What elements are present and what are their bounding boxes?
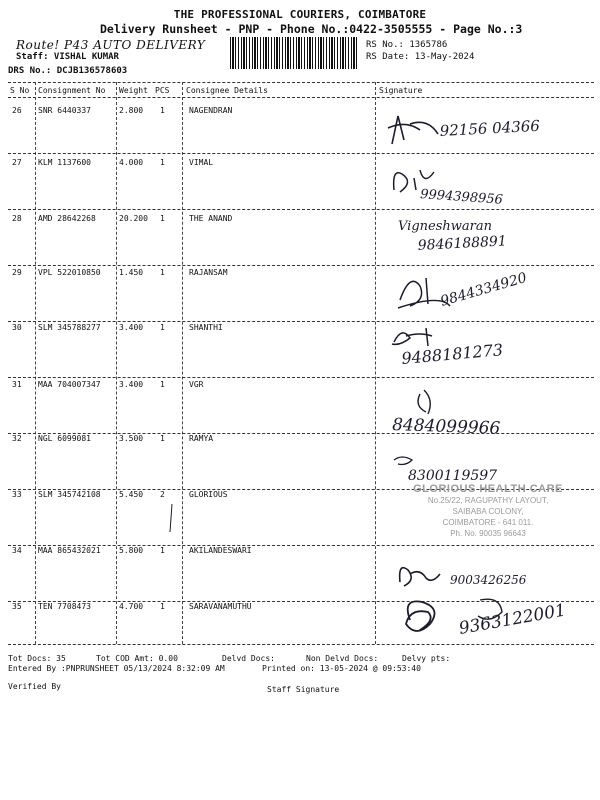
staff-signature-label: Staff Signature <box>267 685 340 694</box>
row-pcs: 1 <box>160 214 165 223</box>
row-weight: 4.700 <box>119 602 144 611</box>
row-consignee: VIMAL <box>189 158 214 167</box>
row-sno: 31 <box>12 380 22 389</box>
rs-date: RS Date: 13-May-2024 <box>366 52 475 62</box>
signature-number: 9846188891 <box>417 233 508 254</box>
row-sno: 32 <box>12 434 22 443</box>
row-sno: 27 <box>12 158 22 167</box>
row-rule <box>8 377 594 378</box>
col-header-sno: S No <box>10 86 30 95</box>
signature-number: 9994398956 <box>419 187 504 208</box>
signature-number: 92156 04366 <box>439 116 541 140</box>
col-header-consignment: Consignment No <box>38 86 106 95</box>
row-sno: 35 <box>12 602 22 611</box>
row-sno: 26 <box>12 106 22 115</box>
header-top-rule <box>8 82 594 83</box>
row-weight: 4.000 <box>119 158 144 167</box>
stamp-line: No.25/22, RAGUPATHY LAYOUT, <box>427 496 549 505</box>
verified-by-label: Verified By <box>8 682 61 691</box>
signature-number: 8484099966 <box>391 415 501 439</box>
staff-label: Staff: VISHAL KUMAR <box>16 52 119 62</box>
col-header-pcs: PCS <box>155 86 170 95</box>
company-title: THE PROFESSIONAL COURIERS, COIMBATORE <box>173 8 427 21</box>
signature-name: Vigneshwaran <box>398 219 492 234</box>
stamp-line: GLORIOUS HEALTH CARE <box>413 483 563 495</box>
non-delivered-docs: Non Delvd Docs: <box>306 654 379 663</box>
row-pcs: 1 <box>160 268 165 277</box>
signature-35 <box>380 590 592 646</box>
signature-number: 9363122001 <box>457 600 568 639</box>
signature-28 <box>380 210 590 264</box>
row-consignment: MAA 865432021 <box>38 546 101 555</box>
signature-26 <box>380 100 590 152</box>
row-pcs: 1 <box>160 380 165 389</box>
row-consignee: SHANTHI <box>189 323 223 332</box>
row-consignment: MAA 704007347 <box>38 380 101 389</box>
signature-33-mark <box>160 496 180 540</box>
rs-number: RS No.: 1365786 <box>366 40 448 50</box>
row-rule <box>8 153 594 154</box>
row-consignment: SLM 345788277 <box>38 323 101 332</box>
route-label: Route! P43 AUTO DELIVERY <box>16 38 206 52</box>
row-consignee: SARAVANAMUTHU <box>189 602 252 611</box>
row-pcs: 1 <box>160 158 165 167</box>
row-consignee: GLORIOUS <box>189 490 228 499</box>
row-weight: 3.400 <box>119 323 144 332</box>
row-weight: 2.800 <box>119 106 144 115</box>
col-header-signature: Signature <box>379 86 423 95</box>
row-consignee: AKILANDESWARI <box>189 546 252 555</box>
column-rule <box>116 82 117 644</box>
col-header-consignee: Consignee Details <box>186 86 268 95</box>
row-consignment: AMD 28642268 <box>38 214 96 223</box>
row-weight: 20.200 <box>119 214 148 223</box>
delivery-points: Delvy pts: <box>402 654 451 663</box>
row-pcs: 1 <box>160 323 165 332</box>
signature-number: 9488181273 <box>400 340 504 368</box>
entered-by: Entered By :PNPRUNSHEET 05/13/2024 8:32:09 AM <box>8 664 225 673</box>
column-rule <box>182 82 183 644</box>
row-consignment: NGL 6099081 <box>38 434 91 443</box>
header-bottom-rule <box>8 97 594 98</box>
signature-30 <box>380 322 590 376</box>
row-weight: 1.450 <box>119 268 144 277</box>
row-consignee: RAJANSAM <box>189 268 228 277</box>
row-sno: 29 <box>12 268 22 277</box>
row-weight: 5.800 <box>119 546 144 555</box>
signature-27 <box>380 156 590 208</box>
row-consignment: KLM 1137600 <box>38 158 91 167</box>
row-pcs: 2 <box>160 490 165 499</box>
row-sno: 33 <box>12 490 22 499</box>
signature-32 <box>380 440 590 488</box>
row-sno: 30 <box>12 323 22 332</box>
stamp-line: SAIBABA COLONY, <box>452 507 524 516</box>
row-pcs: 1 <box>160 434 165 443</box>
row-weight: 3.400 <box>119 380 144 389</box>
signature-number: 9844334920 <box>438 269 529 310</box>
row-consignee: THE ANAND <box>189 214 233 223</box>
row-sno: 34 <box>12 546 22 555</box>
printed-on: Printed on: 13-05-2024 @ 09:53:40 <box>262 664 421 673</box>
signature-number: 8300119597 <box>408 468 498 484</box>
runsheet-title: Delivery Runsheet - PNP - Phone No.:0422-3505555 - Page No.:3 <box>100 22 523 36</box>
company-stamp <box>388 484 588 539</box>
row-pcs: 1 <box>160 106 165 115</box>
row-consignee: VGR <box>189 380 204 389</box>
signature-number: 9003426256 <box>450 573 527 587</box>
row-weight: 5.450 <box>119 490 144 499</box>
row-consignment: VPL 522010850 <box>38 268 101 277</box>
drs-number: DRS No.: DCJB136578603 <box>8 66 128 76</box>
row-pcs: 1 <box>160 602 165 611</box>
row-consignee: NAGENDRAN <box>189 106 233 115</box>
row-consignment: TEN 7708473 <box>38 602 91 611</box>
signature-31 <box>380 380 590 439</box>
column-rule <box>375 82 376 644</box>
total-cod-amount: Tot COD Amt: 0.00 <box>96 654 178 663</box>
column-rule <box>35 82 36 644</box>
stamp-line: COIMBATORE - 641 011. <box>442 518 534 527</box>
col-header-weight: Weight <box>119 86 148 95</box>
row-sno: 28 <box>12 214 22 223</box>
row-consignment: SNR 6440337 <box>38 106 91 115</box>
signature-29 <box>380 266 590 320</box>
delivered-docs: Delvd Docs: <box>222 654 275 663</box>
stamp-line: Ph. No. 90035 96643 <box>450 529 526 538</box>
row-pcs: 1 <box>160 546 165 555</box>
total-docs: Tot Docs: 35 <box>8 654 66 663</box>
row-weight: 3.500 <box>119 434 144 443</box>
row-consignment: SLM 345742108 <box>38 490 101 499</box>
row-consignee: RAMYA <box>189 434 214 443</box>
barcode-image <box>230 37 358 69</box>
